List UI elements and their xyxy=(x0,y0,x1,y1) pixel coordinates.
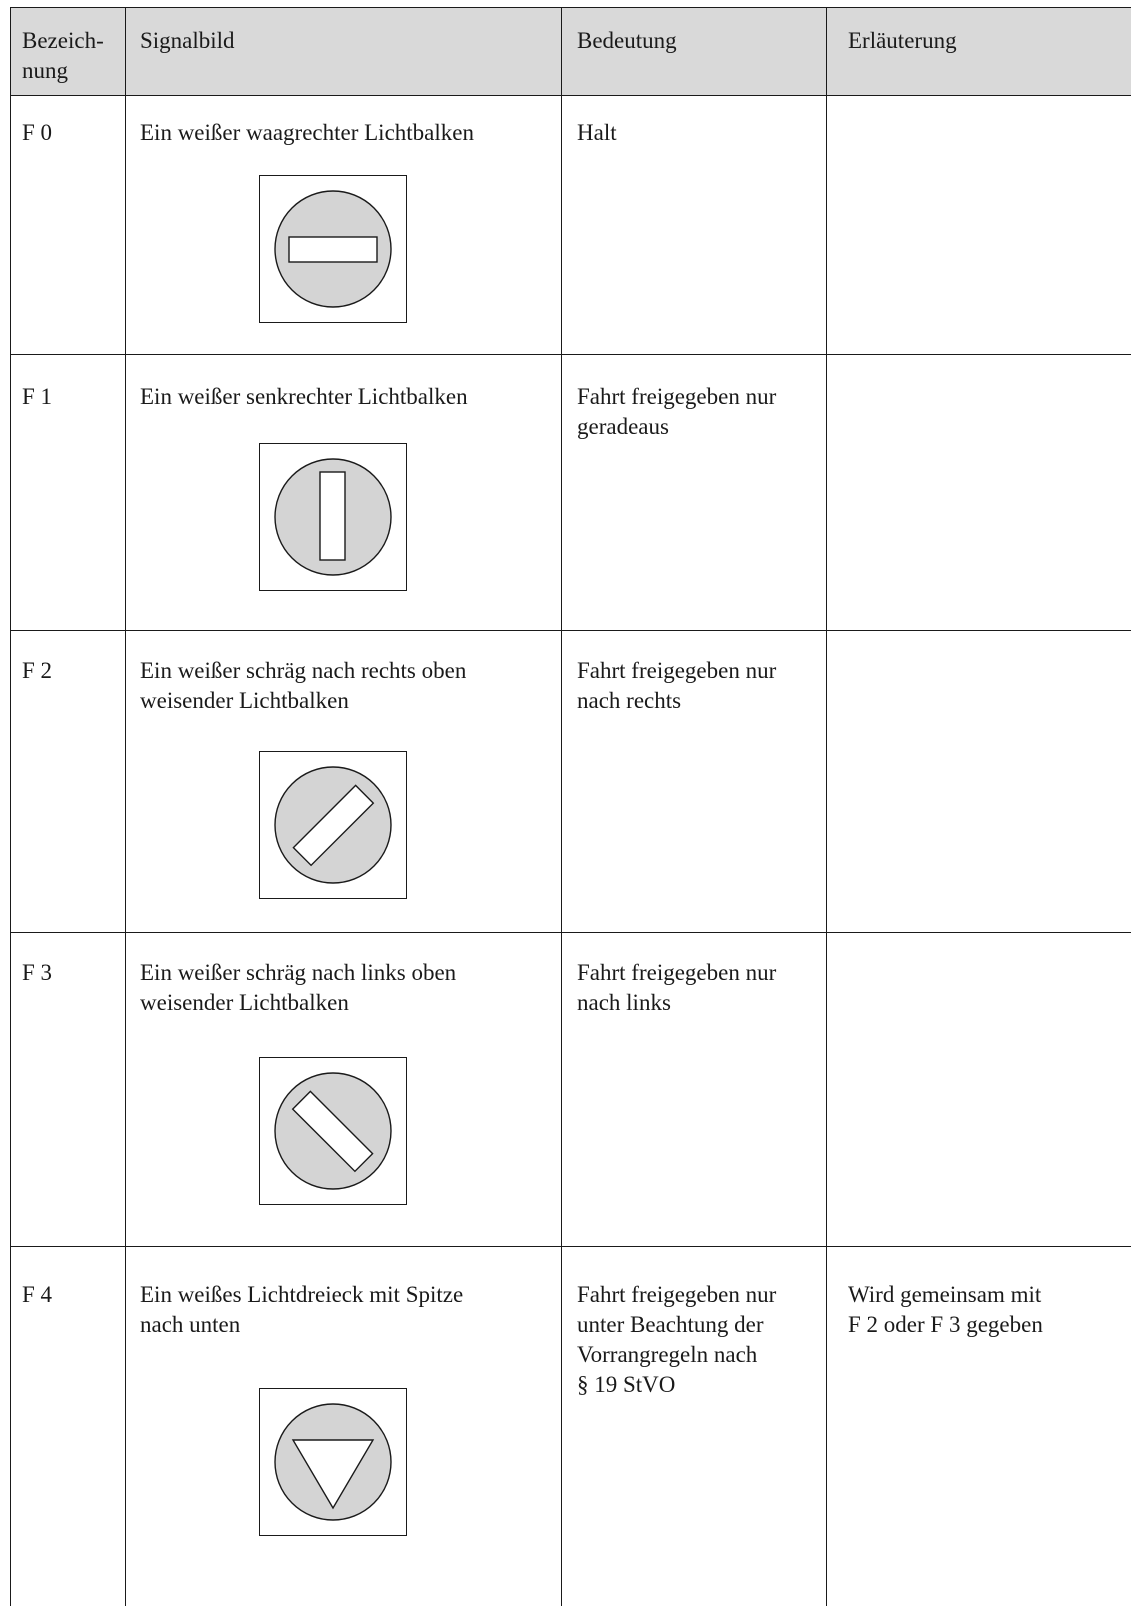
header-signal-image: Signalbild xyxy=(140,28,235,53)
row-f4-meaning-line-4: § 19 StVO xyxy=(577,1372,676,1397)
row-f1-signal-line-1: Ein weißer senkrechter Lichtbalken xyxy=(140,384,468,409)
row-f4-meaning-line-1: Fahrt freigegeben nur xyxy=(577,1282,777,1307)
column-divider-1 xyxy=(125,7,126,1606)
row-f2-meaning-line-1: Fahrt freigegeben nur xyxy=(577,658,777,683)
row-f4-meaning xyxy=(577,1280,776,1400)
row-f4-explanation-line-1: Wird gemeinsam mit xyxy=(848,1282,1042,1307)
row-f2-meaning xyxy=(577,656,776,716)
row-f1-meaning xyxy=(577,382,776,442)
row-f0-designation: F 0 xyxy=(22,120,53,145)
row-f3-signal-image xyxy=(259,1057,407,1205)
row-f4-signal-line-1: Ein weißes Lichtdreieck mit Spitze xyxy=(140,1282,464,1307)
row-f1-signal-description xyxy=(140,382,468,412)
row-f0-signal-description xyxy=(140,118,474,148)
row-f4-explanation xyxy=(848,1280,1043,1340)
row-f0-signal-line-1: Ein weißer waagrechter Lichtbalken xyxy=(140,120,474,145)
row-f0-signal-image xyxy=(259,175,407,323)
row-f3-signal-line-2: weisender Lichtbalken xyxy=(140,990,349,1015)
row-f2-meaning-line-2: nach rechts xyxy=(577,688,682,713)
row-f2-signal-line-2: weisender Lichtbalken xyxy=(140,688,349,713)
row-f2-signal-line-1: Ein weißer schräg nach rechts oben xyxy=(140,658,467,683)
row-f3-signal-description xyxy=(140,958,456,1018)
header-designation xyxy=(22,26,104,86)
row-f1-meaning-line-1: Fahrt freigegeben nur xyxy=(577,384,777,409)
row-f4-signal-description xyxy=(140,1280,463,1340)
row-f4-signal-image xyxy=(259,1388,407,1536)
header-designation-line-1: Bezeich- xyxy=(22,28,104,53)
header-meaning: Bedeutung xyxy=(577,28,677,53)
row-divider-f0 xyxy=(10,354,1131,355)
column-divider-3 xyxy=(826,7,827,1606)
vertical-bar-icon xyxy=(260,444,406,590)
row-f1-designation: F 1 xyxy=(22,384,53,409)
diagonal-right-bar-icon xyxy=(260,752,406,898)
row-f1-meaning-line-2: geradeaus xyxy=(577,414,669,439)
column-divider-2 xyxy=(561,7,562,1606)
row-divider-f1 xyxy=(10,630,1131,631)
row-f2-signal-image xyxy=(259,751,407,899)
row-divider-f2 xyxy=(10,932,1131,933)
row-f3-meaning xyxy=(577,958,776,1018)
row-f3-meaning-line-2: nach links xyxy=(577,990,671,1015)
horizontal-bar-icon xyxy=(260,176,406,322)
row-f4-signal-line-2: nach unten xyxy=(140,1312,241,1337)
row-f2-designation: F 2 xyxy=(22,658,53,683)
diagonal-left-bar-icon xyxy=(260,1058,406,1204)
row-divider-f3 xyxy=(10,1246,1131,1247)
downward-triangle-icon xyxy=(260,1389,406,1535)
row-f0-meaning xyxy=(577,118,617,148)
header-explanation: Erläuterung xyxy=(848,28,957,53)
row-f4-meaning-line-3: Vorrangregeln nach xyxy=(577,1342,758,1367)
header-designation-line-2: nung xyxy=(22,58,68,83)
header-bottom-border xyxy=(10,95,1131,96)
table-top-border xyxy=(10,7,1131,8)
row-f0-meaning-line-1: Halt xyxy=(577,120,617,145)
table-left-border xyxy=(10,7,11,1606)
row-f2-signal-description xyxy=(140,656,466,716)
row-f3-signal-line-1: Ein weißer schräg nach links oben xyxy=(140,960,457,985)
row-f4-explanation-line-2: F 2 oder F 3 gegeben xyxy=(848,1312,1043,1337)
row-f3-designation: F 3 xyxy=(22,960,53,985)
row-f1-signal-image xyxy=(259,443,407,591)
row-f4-designation: F 4 xyxy=(22,1282,53,1307)
row-f3-meaning-line-1: Fahrt freigegeben nur xyxy=(577,960,777,985)
row-f4-meaning-line-2: unter Beachtung der xyxy=(577,1312,764,1337)
